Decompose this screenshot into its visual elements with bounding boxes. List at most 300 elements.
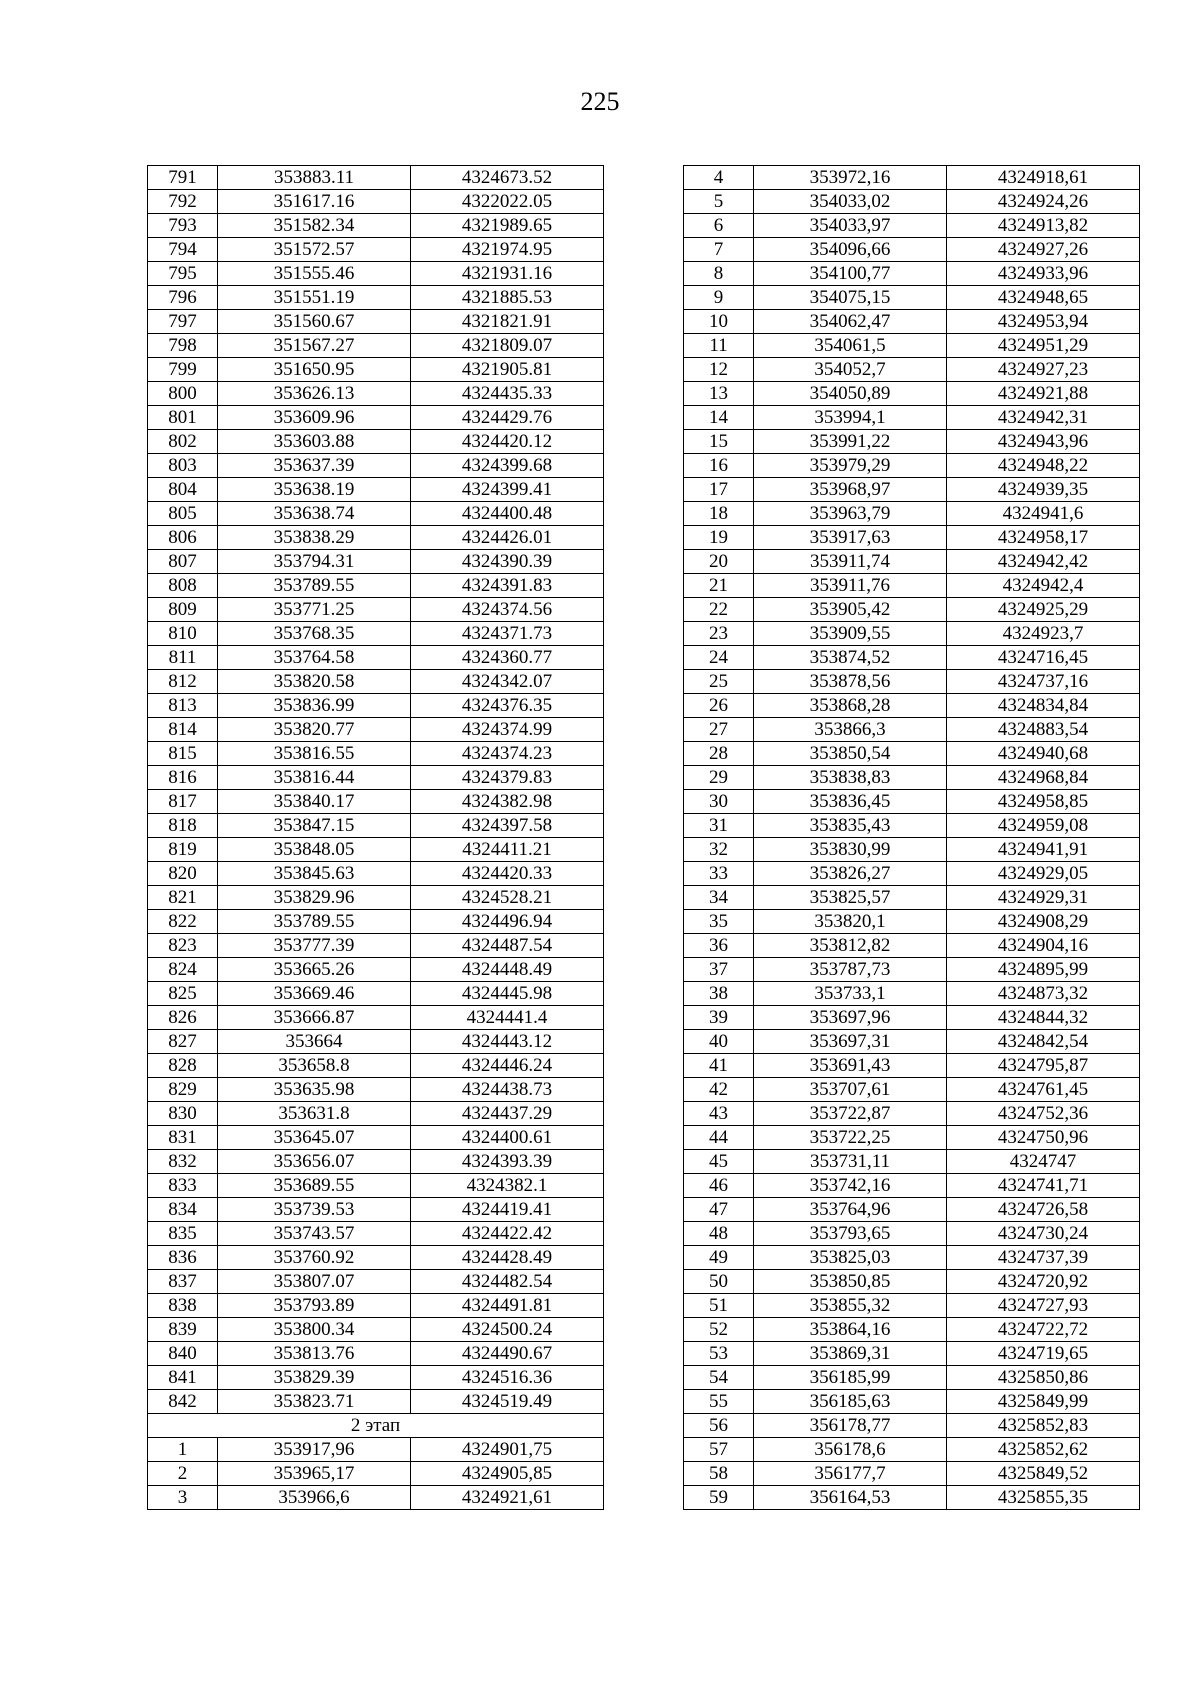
- x-coordinate-cell: 353836.99: [218, 694, 411, 718]
- x-coordinate-cell: 353789.55: [218, 574, 411, 598]
- table-row: [684, 958, 1140, 982]
- table-row: [684, 694, 1140, 718]
- point-number-cell: 57: [684, 1438, 754, 1462]
- table-row: [148, 550, 604, 574]
- x-coordinate-cell: 353994,1: [754, 406, 947, 430]
- x-coordinate-cell: 353722,25: [754, 1126, 947, 1150]
- point-number-cell: 49: [684, 1246, 754, 1270]
- point-number-cell: 796: [148, 286, 218, 310]
- table-row: [684, 766, 1140, 790]
- y-coordinate-cell: 4324883,54: [947, 718, 1140, 742]
- table-row: [148, 382, 604, 406]
- table-row: [148, 358, 604, 382]
- table-row: [684, 382, 1140, 406]
- x-coordinate-cell: 353820,1: [754, 910, 947, 934]
- point-number-cell: 804: [148, 478, 218, 502]
- table-row: [148, 814, 604, 838]
- point-number-cell: 43: [684, 1102, 754, 1126]
- y-coordinate-cell: 4324399.41: [411, 478, 604, 502]
- point-number-cell: 36: [684, 934, 754, 958]
- x-coordinate-cell: 353823.71: [218, 1390, 411, 1414]
- point-number-cell: 1: [148, 1438, 218, 1462]
- point-number-cell: 812: [148, 670, 218, 694]
- x-coordinate-cell: 353656.07: [218, 1150, 411, 1174]
- y-coordinate-cell: 4324374.56: [411, 598, 604, 622]
- point-number-cell: 9: [684, 286, 754, 310]
- table-row: [148, 1174, 604, 1198]
- point-number-cell: 4: [684, 166, 754, 190]
- y-coordinate-cell: 4324496.94: [411, 910, 604, 934]
- x-coordinate-cell: 353638.74: [218, 502, 411, 526]
- table-row: [684, 1150, 1140, 1174]
- y-coordinate-cell: 4324720,92: [947, 1270, 1140, 1294]
- table-row: [148, 598, 604, 622]
- table-row: [148, 958, 604, 982]
- y-coordinate-cell: 4324795,87: [947, 1054, 1140, 1078]
- point-number-cell: 800: [148, 382, 218, 406]
- table-row: [684, 1198, 1140, 1222]
- y-coordinate-cell: 4325850,86: [947, 1366, 1140, 1390]
- y-coordinate-cell: 4324719,65: [947, 1342, 1140, 1366]
- x-coordinate-cell: 353966,6: [218, 1486, 411, 1510]
- table-row: [684, 1462, 1140, 1486]
- table-row: [684, 1486, 1140, 1510]
- y-coordinate-cell: 4324426.01: [411, 526, 604, 550]
- point-number-cell: 7: [684, 238, 754, 262]
- table-row: [684, 1366, 1140, 1390]
- table-row: [684, 406, 1140, 430]
- point-number-cell: 792: [148, 190, 218, 214]
- x-coordinate-cell: 353991,22: [754, 430, 947, 454]
- x-coordinate-cell: 351650.95: [218, 358, 411, 382]
- y-coordinate-cell: 4324942,4: [947, 574, 1140, 598]
- x-coordinate-cell: 354033,97: [754, 214, 947, 238]
- table-row: [148, 214, 604, 238]
- table-row: [684, 1438, 1140, 1462]
- y-coordinate-cell: 4324948,65: [947, 286, 1140, 310]
- table-row: [148, 1150, 604, 1174]
- table-row: [148, 1294, 604, 1318]
- point-number-cell: 801: [148, 406, 218, 430]
- x-coordinate-cell: 354050,89: [754, 382, 947, 406]
- point-number-cell: 838: [148, 1294, 218, 1318]
- y-coordinate-cell: 4324391.83: [411, 574, 604, 598]
- point-number-cell: 27: [684, 718, 754, 742]
- table-row: [684, 742, 1140, 766]
- y-coordinate-cell: 4324908,29: [947, 910, 1140, 934]
- y-coordinate-cell: 4324924,26: [947, 190, 1140, 214]
- table-row: [684, 934, 1140, 958]
- table-row: [684, 574, 1140, 598]
- x-coordinate-cell: 351555.46: [218, 262, 411, 286]
- point-number-cell: 805: [148, 502, 218, 526]
- x-coordinate-cell: 353777.39: [218, 934, 411, 958]
- y-coordinate-cell: 4324921,61: [411, 1486, 604, 1510]
- x-coordinate-cell: 353869,31: [754, 1342, 947, 1366]
- table-row: [684, 1078, 1140, 1102]
- x-coordinate-cell: 353669.46: [218, 982, 411, 1006]
- y-coordinate-cell: 4324374.23: [411, 742, 604, 766]
- x-coordinate-cell: 356185,99: [754, 1366, 947, 1390]
- y-coordinate-cell: 4325852,62: [947, 1438, 1140, 1462]
- table-row: [148, 838, 604, 862]
- y-coordinate-cell: 4324419.41: [411, 1198, 604, 1222]
- x-coordinate-cell: 353968,97: [754, 478, 947, 502]
- table-row: [684, 670, 1140, 694]
- y-coordinate-cell: 4324428.49: [411, 1246, 604, 1270]
- point-number-cell: 5: [684, 190, 754, 214]
- table-row: [148, 910, 604, 934]
- x-coordinate-cell: 353835,43: [754, 814, 947, 838]
- point-number-cell: 53: [684, 1342, 754, 1366]
- x-coordinate-cell: 353637.39: [218, 454, 411, 478]
- y-coordinate-cell: 4324929,31: [947, 886, 1140, 910]
- y-coordinate-cell: 4324445.98: [411, 982, 604, 1006]
- point-number-cell: 798: [148, 334, 218, 358]
- x-coordinate-cell: 353768.35: [218, 622, 411, 646]
- y-coordinate-cell: 4324374.99: [411, 718, 604, 742]
- y-coordinate-cell: 4324727,93: [947, 1294, 1140, 1318]
- section-row: [148, 1414, 604, 1438]
- y-coordinate-cell: 4325855,35: [947, 1486, 1140, 1510]
- y-coordinate-cell: 4321931.16: [411, 262, 604, 286]
- x-coordinate-cell: 353764,96: [754, 1198, 947, 1222]
- point-number-cell: 824: [148, 958, 218, 982]
- x-coordinate-cell: 356177,7: [754, 1462, 947, 1486]
- x-coordinate-cell: 354062,47: [754, 310, 947, 334]
- x-coordinate-cell: 353722,87: [754, 1102, 947, 1126]
- table-row: [148, 862, 604, 886]
- x-coordinate-cell: 353609.96: [218, 406, 411, 430]
- table-row: [148, 1342, 604, 1366]
- y-coordinate-cell: 4324435.33: [411, 382, 604, 406]
- y-coordinate-cell: 4324500.24: [411, 1318, 604, 1342]
- table-row: [684, 886, 1140, 910]
- x-coordinate-cell: 353733,1: [754, 982, 947, 1006]
- x-coordinate-cell: 353689.55: [218, 1174, 411, 1198]
- point-number-cell: 836: [148, 1246, 218, 1270]
- y-coordinate-cell: 4324948,22: [947, 454, 1140, 478]
- table-row: [684, 430, 1140, 454]
- table-row: [148, 1390, 604, 1414]
- x-coordinate-cell: 353909,55: [754, 622, 947, 646]
- table-row: [684, 262, 1140, 286]
- point-number-cell: 17: [684, 478, 754, 502]
- x-coordinate-cell: 351572.57: [218, 238, 411, 262]
- x-coordinate-cell: 353836,45: [754, 790, 947, 814]
- x-coordinate-cell: 353812,82: [754, 934, 947, 958]
- x-coordinate-cell: 351617.16: [218, 190, 411, 214]
- point-number-cell: 45: [684, 1150, 754, 1174]
- point-number-cell: 55: [684, 1390, 754, 1414]
- table-row: [148, 742, 604, 766]
- y-coordinate-cell: 4324921,88: [947, 382, 1140, 406]
- y-coordinate-cell: 4324429.76: [411, 406, 604, 430]
- x-coordinate-cell: 353665.26: [218, 958, 411, 982]
- point-number-cell: 28: [684, 742, 754, 766]
- y-coordinate-cell: 4324399.68: [411, 454, 604, 478]
- y-coordinate-cell: 4324438.73: [411, 1078, 604, 1102]
- x-coordinate-cell: 353917,96: [218, 1438, 411, 1462]
- point-number-cell: 38: [684, 982, 754, 1006]
- point-number-cell: 2: [148, 1462, 218, 1486]
- table-row: [684, 478, 1140, 502]
- point-number-cell: 797: [148, 310, 218, 334]
- x-coordinate-cell: 353905,42: [754, 598, 947, 622]
- x-coordinate-cell: 353707,61: [754, 1078, 947, 1102]
- table-row: [684, 1030, 1140, 1054]
- point-number-cell: 806: [148, 526, 218, 550]
- table-row: [148, 646, 604, 670]
- y-coordinate-cell: 4324371.73: [411, 622, 604, 646]
- x-coordinate-cell: 353666.87: [218, 1006, 411, 1030]
- table-row: [148, 622, 604, 646]
- point-number-cell: 827: [148, 1030, 218, 1054]
- point-number-cell: 11: [684, 334, 754, 358]
- y-coordinate-cell: 4322022.05: [411, 190, 604, 214]
- section-label: 2 этап: [148, 1414, 604, 1438]
- x-coordinate-cell: 353874,52: [754, 646, 947, 670]
- point-number-cell: 837: [148, 1270, 218, 1294]
- y-coordinate-cell: 4324382.1: [411, 1174, 604, 1198]
- point-number-cell: 794: [148, 238, 218, 262]
- x-coordinate-cell: 354061,5: [754, 334, 947, 358]
- y-coordinate-cell: 4324942,42: [947, 550, 1140, 574]
- x-coordinate-cell: 354100,77: [754, 262, 947, 286]
- table-row: [684, 982, 1140, 1006]
- point-number-cell: 828: [148, 1054, 218, 1078]
- point-number-cell: 40: [684, 1030, 754, 1054]
- point-number-cell: 23: [684, 622, 754, 646]
- y-coordinate-cell: 4324722,72: [947, 1318, 1140, 1342]
- point-number-cell: 810: [148, 622, 218, 646]
- point-number-cell: 37: [684, 958, 754, 982]
- y-coordinate-cell: 4325852,83: [947, 1414, 1140, 1438]
- table-row: [684, 1054, 1140, 1078]
- y-coordinate-cell: 4324490.67: [411, 1342, 604, 1366]
- y-coordinate-cell: 4324905,85: [411, 1462, 604, 1486]
- point-number-cell: 22: [684, 598, 754, 622]
- point-number-cell: 840: [148, 1342, 218, 1366]
- x-coordinate-cell: 354033,02: [754, 190, 947, 214]
- x-coordinate-cell: 356185,63: [754, 1390, 947, 1414]
- y-coordinate-cell: 4324918,61: [947, 166, 1140, 190]
- y-coordinate-cell: 4321809.07: [411, 334, 604, 358]
- x-coordinate-cell: 353829.96: [218, 886, 411, 910]
- y-coordinate-cell: 4321885.53: [411, 286, 604, 310]
- y-coordinate-cell: 4324420.33: [411, 862, 604, 886]
- point-number-cell: 50: [684, 1270, 754, 1294]
- y-coordinate-cell: 4324737,39: [947, 1246, 1140, 1270]
- x-coordinate-cell: 353771.25: [218, 598, 411, 622]
- x-coordinate-cell: 353816.55: [218, 742, 411, 766]
- point-number-cell: 13: [684, 382, 754, 406]
- point-number-cell: 47: [684, 1198, 754, 1222]
- point-number-cell: 820: [148, 862, 218, 886]
- table-row: [684, 358, 1140, 382]
- x-coordinate-cell: 353789.55: [218, 910, 411, 934]
- y-coordinate-cell: 4324443.12: [411, 1030, 604, 1054]
- table-row: [148, 670, 604, 694]
- y-coordinate-cell: 4324940,68: [947, 742, 1140, 766]
- point-number-cell: 35: [684, 910, 754, 934]
- x-coordinate-cell: 354075,15: [754, 286, 947, 310]
- y-coordinate-cell: 4324519.49: [411, 1390, 604, 1414]
- y-coordinate-cell: 4324382.98: [411, 790, 604, 814]
- point-number-cell: 799: [148, 358, 218, 382]
- x-coordinate-cell: 356164,53: [754, 1486, 947, 1510]
- point-number-cell: 59: [684, 1486, 754, 1510]
- x-coordinate-cell: 353603.88: [218, 430, 411, 454]
- table-row: [148, 982, 604, 1006]
- table-row: [684, 862, 1140, 886]
- x-coordinate-cell: 353739.53: [218, 1198, 411, 1222]
- x-coordinate-cell: 353742,16: [754, 1174, 947, 1198]
- table-row: [148, 502, 604, 526]
- x-coordinate-cell: 353838.29: [218, 526, 411, 550]
- y-coordinate-cell: 4324927,23: [947, 358, 1140, 382]
- point-number-cell: 42: [684, 1078, 754, 1102]
- table-row: [684, 838, 1140, 862]
- point-number-cell: 819: [148, 838, 218, 862]
- y-coordinate-cell: 4324941,91: [947, 838, 1140, 862]
- y-coordinate-cell: 4324895,99: [947, 958, 1140, 982]
- y-coordinate-cell: 4325849,52: [947, 1462, 1140, 1486]
- x-coordinate-cell: 353697,96: [754, 1006, 947, 1030]
- x-coordinate-cell: 351567.27: [218, 334, 411, 358]
- point-number-cell: 31: [684, 814, 754, 838]
- table-row: [684, 310, 1140, 334]
- point-number-cell: 24: [684, 646, 754, 670]
- point-number-cell: 802: [148, 430, 218, 454]
- point-number-cell: 821: [148, 886, 218, 910]
- y-coordinate-cell: 4324752,36: [947, 1102, 1140, 1126]
- x-coordinate-cell: 353868,28: [754, 694, 947, 718]
- table-row: [148, 1486, 604, 1510]
- table-row: [148, 526, 604, 550]
- x-coordinate-cell: 353847.15: [218, 814, 411, 838]
- table-row: [684, 1318, 1140, 1342]
- x-coordinate-cell: 353850,54: [754, 742, 947, 766]
- table-row: [148, 1078, 604, 1102]
- y-coordinate-cell: 4324842,54: [947, 1030, 1140, 1054]
- y-coordinate-cell: 4324844,32: [947, 1006, 1140, 1030]
- y-coordinate-cell: 4324482.54: [411, 1270, 604, 1294]
- table-row: [148, 430, 604, 454]
- y-coordinate-cell: 4324958,85: [947, 790, 1140, 814]
- y-coordinate-cell: 4324901,75: [411, 1438, 604, 1462]
- coordinates-table-left: [147, 165, 604, 1510]
- table-row: [684, 910, 1140, 934]
- x-coordinate-cell: 353911,74: [754, 550, 947, 574]
- y-coordinate-cell: 4324943,96: [947, 430, 1140, 454]
- point-number-cell: 830: [148, 1102, 218, 1126]
- point-number-cell: 834: [148, 1198, 218, 1222]
- y-coordinate-cell: 4324958,17: [947, 526, 1140, 550]
- point-number-cell: 34: [684, 886, 754, 910]
- x-coordinate-cell: 353830,99: [754, 838, 947, 862]
- table-row: [148, 1318, 604, 1342]
- coordinates-table-right: [683, 165, 1140, 1510]
- y-coordinate-cell: 4324968,84: [947, 766, 1140, 790]
- point-number-cell: 33: [684, 862, 754, 886]
- table-row: [148, 1102, 604, 1126]
- point-number-cell: 10: [684, 310, 754, 334]
- y-coordinate-cell: 4325849,99: [947, 1390, 1140, 1414]
- y-coordinate-cell: 4324716,45: [947, 646, 1140, 670]
- x-coordinate-cell: 353848.05: [218, 838, 411, 862]
- y-coordinate-cell: 4324400.48: [411, 502, 604, 526]
- table-row: [684, 190, 1140, 214]
- point-number-cell: 818: [148, 814, 218, 838]
- x-coordinate-cell: 356178,77: [754, 1414, 947, 1438]
- x-coordinate-cell: 353760.92: [218, 1246, 411, 1270]
- x-coordinate-cell: 354096,66: [754, 238, 947, 262]
- table-row: [684, 1246, 1140, 1270]
- y-coordinate-cell: 4324360.77: [411, 646, 604, 670]
- table-row: [684, 1174, 1140, 1198]
- x-coordinate-cell: 353917,63: [754, 526, 947, 550]
- table-row: [148, 934, 604, 958]
- point-number-cell: 841: [148, 1366, 218, 1390]
- y-coordinate-cell: 4324927,26: [947, 238, 1140, 262]
- point-number-cell: 21: [684, 574, 754, 598]
- x-coordinate-cell: 353866,3: [754, 718, 947, 742]
- y-coordinate-cell: 4324411.21: [411, 838, 604, 862]
- point-number-cell: 20: [684, 550, 754, 574]
- point-number-cell: 826: [148, 1006, 218, 1030]
- point-number-cell: 811: [148, 646, 218, 670]
- table-row: [684, 1102, 1140, 1126]
- y-coordinate-cell: 4324400.61: [411, 1126, 604, 1150]
- x-coordinate-cell: 353845.63: [218, 862, 411, 886]
- table-row: [148, 766, 604, 790]
- table-row: [148, 1030, 604, 1054]
- table-row: [684, 1342, 1140, 1366]
- y-coordinate-cell: 4324437.29: [411, 1102, 604, 1126]
- table-row: [148, 886, 604, 910]
- point-number-cell: 839: [148, 1318, 218, 1342]
- y-coordinate-cell: 4324726,58: [947, 1198, 1140, 1222]
- y-coordinate-cell: 4324422.42: [411, 1222, 604, 1246]
- y-coordinate-cell: 4324446.24: [411, 1054, 604, 1078]
- point-number-cell: 822: [148, 910, 218, 934]
- point-number-cell: 19: [684, 526, 754, 550]
- point-number-cell: 803: [148, 454, 218, 478]
- table-row: [684, 334, 1140, 358]
- table-row: [148, 166, 604, 190]
- y-coordinate-cell: 4324953,94: [947, 310, 1140, 334]
- y-coordinate-cell: 4324448.49: [411, 958, 604, 982]
- x-coordinate-cell: 353697,31: [754, 1030, 947, 1054]
- x-coordinate-cell: 351551.19: [218, 286, 411, 310]
- y-coordinate-cell: 4324750,96: [947, 1126, 1140, 1150]
- y-coordinate-cell: 4324959,08: [947, 814, 1140, 838]
- y-coordinate-cell: 4324942,31: [947, 406, 1140, 430]
- table-row: [148, 1054, 604, 1078]
- y-coordinate-cell: 4321905.81: [411, 358, 604, 382]
- point-number-cell: 18: [684, 502, 754, 526]
- point-number-cell: 26: [684, 694, 754, 718]
- table-row: [684, 1006, 1140, 1030]
- x-coordinate-cell: 353826,27: [754, 862, 947, 886]
- point-number-cell: 14: [684, 406, 754, 430]
- table-row: [148, 1126, 604, 1150]
- x-coordinate-cell: 353838,83: [754, 766, 947, 790]
- point-number-cell: 832: [148, 1150, 218, 1174]
- table-row: [148, 478, 604, 502]
- y-coordinate-cell: 4324376.35: [411, 694, 604, 718]
